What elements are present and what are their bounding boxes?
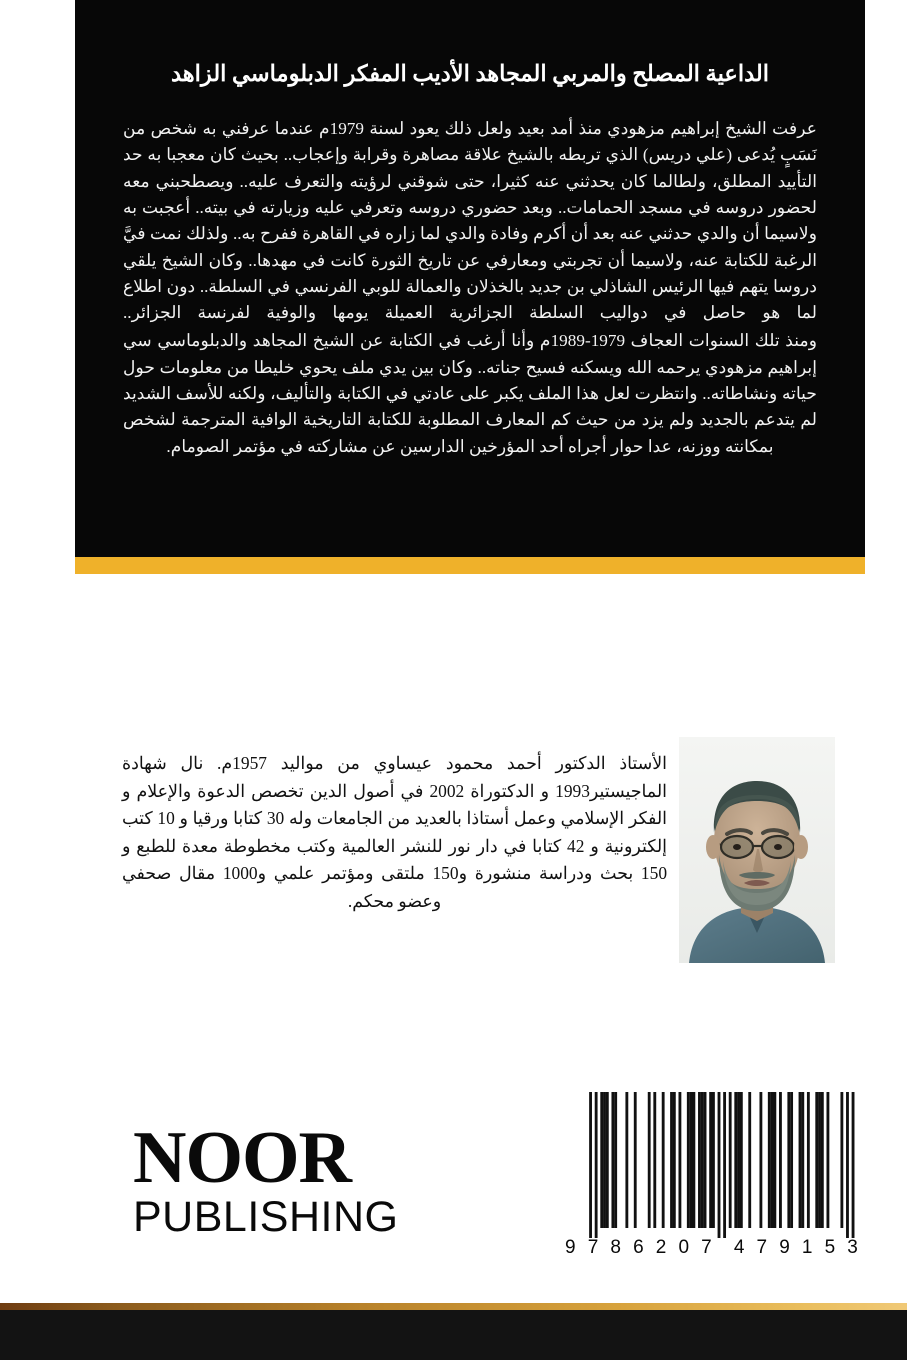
isbn-barcode [564,1090,860,1259]
barcode-digit: 9 [565,1237,576,1258]
barcode-digit: 5 [824,1237,836,1258]
gold-accent-band [75,557,865,574]
author-portrait-icon [679,737,835,963]
barcode-digit: 3 [847,1237,858,1258]
barcode-bars-icon [564,1090,860,1238]
barcode-digit: 4 [733,1237,745,1258]
barcode-digit: 9 [779,1237,790,1258]
barcode-digit: 2 [655,1237,667,1258]
publisher-logo-noor: NOOR [133,1117,351,1199]
back-cover-blurb-paragraph-1: عرفت الشيخ إبراهيم مزهودي منذ أمد بعيد ولعل ذلك يعود لسنة 1979م عندما عرفني به شخص من نَسَبٍ يُدعى (علي دريس) الذي تربطه بالشيخ علاقة مصاهرة وقرابة وإعجاب.. بحيث كان معجبا به حد التأييد المطلق، ولطالما كان يحدثني عنه كثيرا، حتى شوقني لرؤيته والتعرف عليه.. ويصطحبني معه لحضور دروسه في مسجد الحمامات.. وبعد حضوري دروسه وتعرفي عليه وزيارته في بيته.. أعجبت به ولاسيما أن والدي حدثني عنه بعد أن أكرم وفادة والدي لما زاره في القاهرة ففرح به.. ولذلك نمت فيَّ الرغبة للكتابة عنه، ولاسيما أن تجربتي ومعارفي عن تاريخ الثورة كانت في مهدها.. وكان الشيخ يلقي دروسا يتهم فيها الرئيس الشاذلي بن جديد بالخذلان والعمالة للوبي الفرنسي في السلطة.. دون اطلاع لما هو حاصل في دواليب السلطة الجزائرية العميلة يومها والوفية لفرنسة الجزائر.. [123,118,817,323]
bottom-gold-edge [0,1303,907,1310]
barcode-digit: 7 [756,1237,768,1258]
publisher-logo [133,1117,433,1242]
barcode-digits [564,1237,860,1259]
book-title: الداعية المصلح والمربي المجاهد الأديب المفكر الدبلوماسي الزاهد [170,61,769,86]
publisher-logo-publishing: PUBLISHING [133,1193,399,1242]
barcode-digit: 7 [701,1237,712,1258]
barcode-digit: 1 [801,1237,813,1258]
author-section [75,733,865,973]
barcode-digit: 8 [610,1237,621,1258]
author-photo [679,737,835,963]
back-cover-black-panel [75,0,865,557]
bottom-spine-black [0,1310,907,1360]
barcode-digit: 7 [587,1237,599,1258]
back-cover-blurb-paragraph-2: ومنذ تلك السنوات العجاف 1979-1989م وأنا أرغب في الكتابة عن الشيخ المجاهد والدبلوماسي سي إبراهيم مزهودي يرحمه الله ويسكنه فسيح جناته.. وكان بين يدي ملف يحوي خليطا من معلومات حول حياته ونشاطاته.. وانتظرت لعل هذا الملف يكبر على عادتي في الكتابة والتأليف، ولكنه للأسف الشديد لم يتدعم بالجديد ولم يزد من حيث كم المعارف المطلوبة للكتابة التاريخية الوافية المترجمة لشخص بمكانته ووزنه، عدا حوار أجراه أحد المؤرخين الدارسين عن مشاركته في مؤتمر الصومام. [123,331,818,456]
barcode-digit: 6 [633,1237,644,1258]
author-bio-text: الأستاذ الدكتور أحمد محمود عيساوي من مواليد 1957م. نال شهادة الماجيستير1993 و الدكتوراة 2002 في أصول الدين تخصص الدعوة والإعلام و الفكر الإسلامي وعمل أستاذا بالعديد من الجامعات وله 30 كتابا ورقيا و 10 كتب إلكترونية و 42 كتابا في دار نور للنشر العالمية وكتب مخطوطة معدة للطبع و 150 بحث ودراسة منشورة و150 ملتقى ومؤتمر علمي و1000 مقال صحفي وعضو محكم. [122,753,668,911]
barcode-digit: 0 [678,1237,690,1258]
